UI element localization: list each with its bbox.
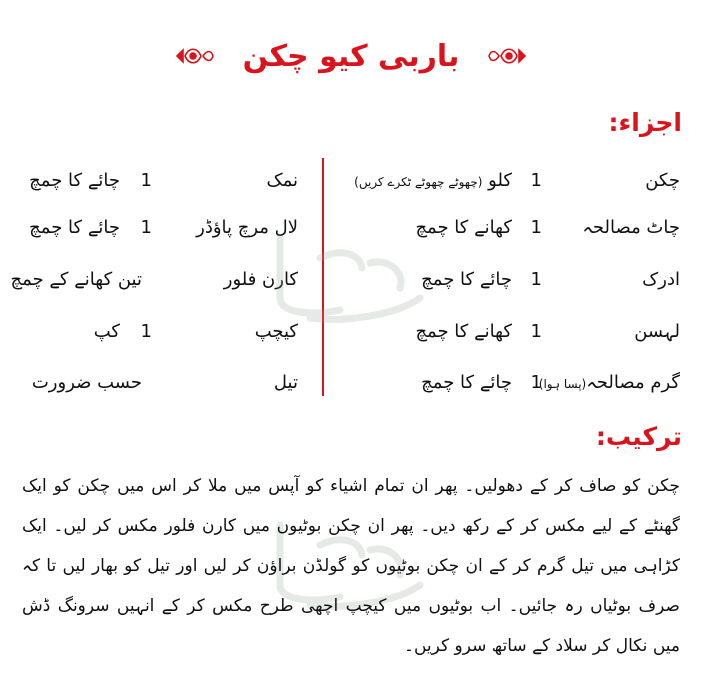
ingredient-name: ادرک <box>642 269 680 290</box>
ingredient-name: چاٹ مصالحہ <box>582 217 680 238</box>
ingredient-unit: تین کھانے کے چمچ <box>10 269 142 290</box>
ingredient-name: تیل <box>273 372 298 393</box>
ingredient-unit: چائے کا چمچ <box>29 170 120 191</box>
ingredient-unit: حسب ضرورت <box>31 372 142 393</box>
ingredient-row <box>0 160 702 204</box>
ingredient-unit: کھانے کا چمچ <box>415 217 512 238</box>
ingredient-qty: 1 <box>530 170 542 191</box>
ingredient-qty: 1 <box>140 217 152 238</box>
ingredient-note: (چھوٹے چھوٹے ٹکرے کریں) <box>354 175 483 189</box>
ingredient-row <box>0 362 702 406</box>
ingredient-row <box>0 311 702 355</box>
ingredient-row <box>0 259 702 303</box>
page-title: باربی کیو چکن <box>242 38 460 74</box>
ingredient-qty: 1 <box>530 217 542 238</box>
ingredient-note: (پسا ہوا) <box>538 377 587 391</box>
ingredient-unit: کپ <box>93 321 120 342</box>
ingredient-unit: کھانے کا چمچ <box>415 321 512 342</box>
ingredient-qty: 1 <box>530 269 542 290</box>
title-row <box>0 28 702 84</box>
ingredient-qty: 1 <box>140 170 152 191</box>
ingredient-name: کارن فلور <box>223 269 298 290</box>
floral-ornament-icon <box>173 41 217 71</box>
ingredient-name: نمک <box>266 170 298 191</box>
ingredient-name: لال مرچ پاؤڈر <box>196 217 298 238</box>
ingredient-qty: 1 <box>140 321 152 342</box>
ingredients-heading: اجزاء: <box>608 108 682 137</box>
ingredient-name: کیچپ <box>254 321 298 342</box>
ingredient-name: چکن <box>645 170 680 191</box>
method-heading: ترکیب: <box>595 422 682 451</box>
ingredient-qty: 1 <box>530 372 542 393</box>
ingredient-unit: چائے کا چمچ <box>29 217 120 238</box>
method-paragraph: چکن کو صاف کر کے دھولیں۔ پھر ان تمام اشیاء کو آپس میں ملا کر اس میں چکن کو ایک گھنٹے کے لیے مکس کر کے رکھ دیں۔ پھر ان چکن بوٹیوں میں کارن فلور مکس کر لیں۔ ایک کڑاہی میں تیل گرم کر کے ان چکن بوٹیوں کو گولڈن براؤن کر لیں اور تیل کو بھار لیں تا کہ صرف بوٹیاں رہ جائیں۔ اب بوٹیوں میں کیچپ اچھی طرح مکس کر کے انہیں سرونگ ڈش میں نکال کر سلاد کے ساتھ سرو کریں۔ <box>22 476 680 656</box>
ingredient-unit: چائے کا چمچ <box>421 269 512 290</box>
ingredient-qty: 1 <box>530 321 542 342</box>
ingredient-row <box>0 207 702 251</box>
ingredient-name-text: گرم مصالحہ <box>586 372 680 393</box>
floral-ornament-icon <box>485 41 529 71</box>
ingredient-name: لہسن <box>634 321 680 342</box>
ingredient-unit: چائے کا چمچ <box>421 372 512 393</box>
ingredient-unit-text: کلو <box>488 170 512 191</box>
